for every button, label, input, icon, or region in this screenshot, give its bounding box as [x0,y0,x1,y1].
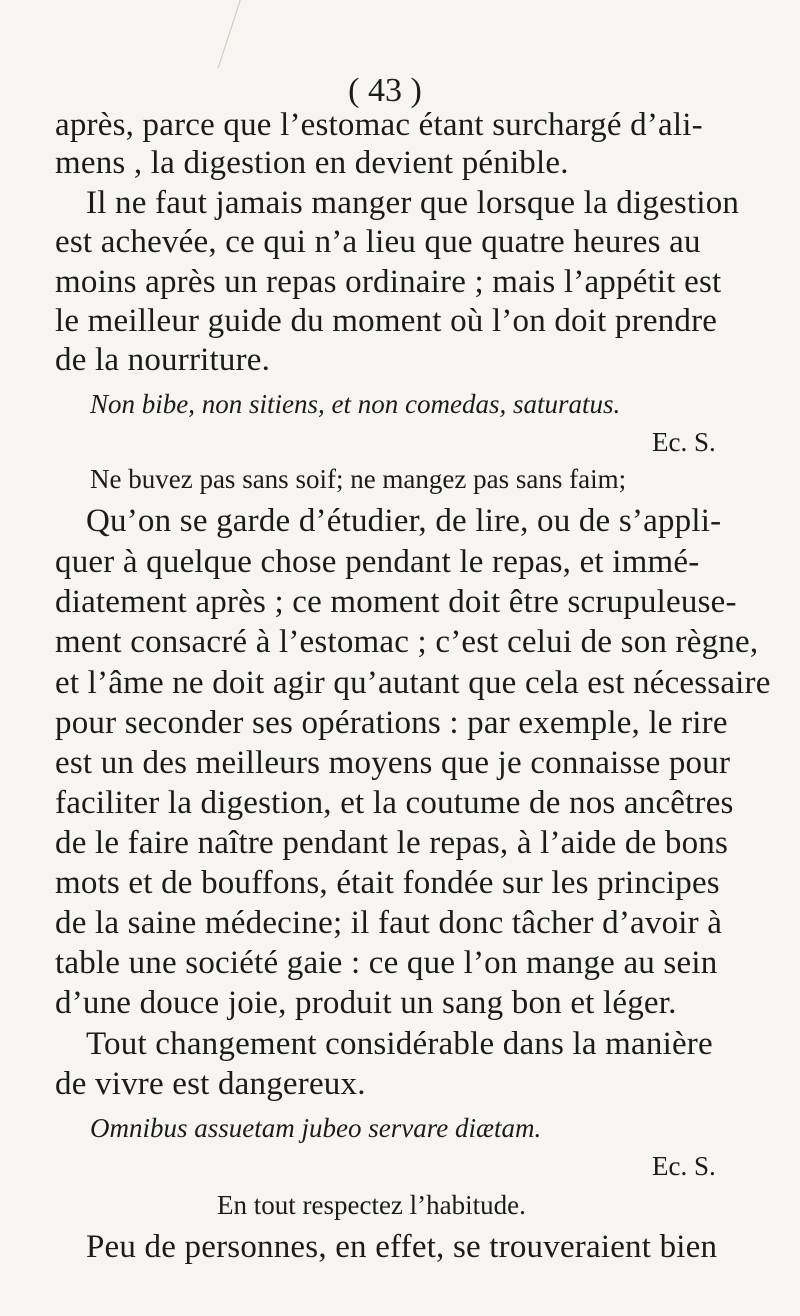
text-line: ment consacré à l’estomac ; c’est celui de son règne, [55,624,759,660]
text-line: le meilleur guide du moment où l’on doit prendre [55,303,718,339]
page-mark [218,0,244,68]
quote-source: Ec. S. [652,1151,716,1181]
text-line: Peu de personnes, en effet, se trouveraient bien [86,1229,718,1265]
quote-translation: En tout respectez l’habitude. [217,1190,526,1220]
text-line: Qu’on se garde d’étudier, de lire, ou de s’appli- [86,503,722,539]
text-line: diatement après ; ce moment doit être scrupuleuse- [55,584,737,620]
text-line: et l’âme ne doit agir qu’autant que cela est nécessaire [55,665,771,701]
text-line: est achevée, ce qui n’a lieu que quatre heures au [55,224,701,260]
text-line: Tout changement considérable dans la manière [86,1026,713,1062]
quote-source: Ec. S. [652,427,716,457]
text-line: Il ne faut jamais manger que lorsque la digestion [86,185,740,221]
text-line: mots et de bouffons, était fondée sur les principes [55,865,720,901]
text-line: d’une douce joie, produit un sang bon et léger. [55,985,677,1021]
text-line: moins après un repas ordinaire ; mais l’appétit est [55,264,722,300]
latin-quote: Omnibus assuetam jubeo servare diætam. [90,1113,542,1143]
text-line: mens , la digestion en devient pénible. [55,145,569,181]
text-line: pour seconder ses opérations : par exemple, le rire [55,705,728,741]
text-line: après, parce que l’estomac étant surchargé d’ali- [55,107,703,143]
text-line: de la saine médecine; il faut donc tâcher d’avoir à [55,905,723,941]
quote-translation: Ne buvez pas sans soif; ne mangez pas sans faim; [90,464,627,494]
latin-quote: Non bibe, non sitiens, et non comedas, saturatus. [90,389,621,419]
text-line: de vivre est dangereux. [55,1066,366,1102]
text-line: de le faire naître pendant le repas, à l’aide de bons [55,825,729,861]
text-line: faciliter la digestion, et la coutume de nos ancêtres [55,785,734,821]
text-line: table une société gaie : ce que l’on mange au sein [55,945,718,981]
text-line: quer à quelque chose pendant le repas, et immé- [55,544,700,580]
page-number: ( 43 ) [348,72,422,109]
text-line: de la nourriture. [55,342,271,378]
text-line: est un des meilleurs moyens que je connaisse pour [55,745,731,781]
